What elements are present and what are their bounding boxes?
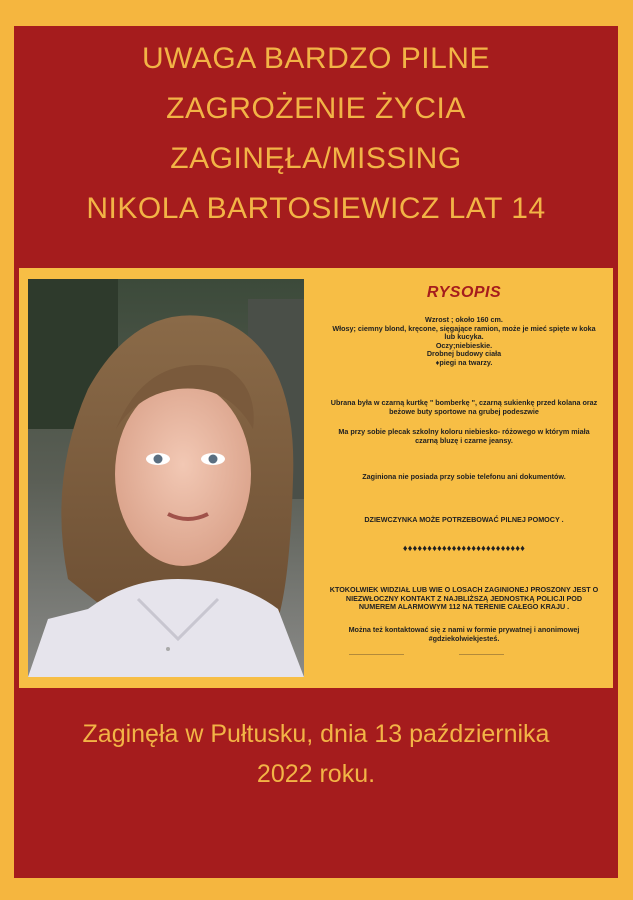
headline-missing: ZAGINĘŁA/MISSING xyxy=(170,142,462,175)
height-text: Wzrost ; około 160 cm. xyxy=(425,315,503,324)
info-panel xyxy=(19,268,613,688)
headline-name: NIKOLA BARTOSIEWICZ LAT 14 xyxy=(86,192,546,225)
missing-person-photo xyxy=(28,279,304,677)
private-contact-text: Można też kontaktować się z nami w formie prywatnej i anonimowej #gdziekolwiekjesteś. xyxy=(348,625,580,643)
missing-person-poster xyxy=(14,26,618,878)
missing-year: 2022 roku. xyxy=(256,760,376,788)
physical-description xyxy=(327,316,601,368)
divider-line xyxy=(349,654,404,655)
headline-alert: UWAGA BARDZO PILNE xyxy=(142,42,490,75)
help-needed-text: DZIEWCZYNKA MOŻE POTRZEBOWAĆ PILNEJ POMOCY . xyxy=(364,515,564,524)
backpack-text: Ma przy sobie plecak szkolny koloru niebiesko- różowego w którym miała czarną bluzę i czarne jeansy. xyxy=(338,427,590,445)
hair-text: Włosy; ciemny blond, kręcone, sięgające ramion, może je mieć spięte w koka lub kucyka. xyxy=(332,323,596,342)
description-title: RYSOPIS xyxy=(426,284,502,301)
footer xyxy=(14,714,618,794)
freckles-text: ♦piegi na twarzy. xyxy=(435,357,493,367)
build-text: Drobnej budowy ciała xyxy=(426,349,502,359)
no-phone-text: Zaginiona nie posiada przy sobie telefonu ani dokumentów. xyxy=(362,472,566,481)
clothing-text: Ubrana była w czarną kurtkę " bomberkę ", czarną sukienkę przed kolana oraz beżowe buty sportowe na grubej podeszwie xyxy=(330,398,598,416)
police-contact-text: KTOKOLWIEK WIDZIAŁ LUB WIE O LOSACH ZAGINIONEJ PROSZONY JEST O NIEZWŁOCZNY KONTAKT Z NAJBLIŻSZĄ JEDNOSTKĄ POLICJI POD NUMEREM ALARMOWYM 112 NA TERENIE CAŁEGO KRAJU . xyxy=(329,585,599,612)
diamond-divider: ♦♦♦♦♦♦♦♦♦♦♦♦♦♦♦♦♦♦♦♦♦♦♦♦♦ xyxy=(402,543,526,553)
headline xyxy=(14,26,618,234)
missing-location-date: Zaginęła w Pułtusku, dnia 13 października xyxy=(82,720,550,748)
divider-line xyxy=(459,654,504,655)
description-column xyxy=(319,268,609,688)
eyes-text: Oczy;niebieskie. xyxy=(435,340,493,350)
headline-danger: ZAGROŻENIE ŻYCIA xyxy=(166,92,466,125)
